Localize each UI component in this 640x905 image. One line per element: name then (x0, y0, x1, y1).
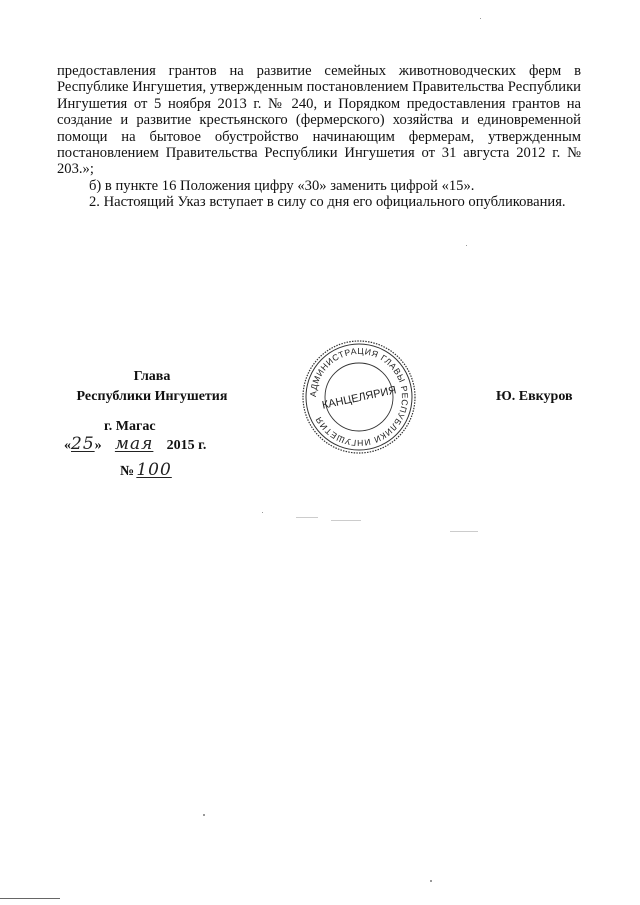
paragraph-continuation: предоставления грантов на развитие семейных животноводческих ферм в Республике Ингушетия, утвержденным постановлением Правительства Республики Ингушетия от 5 ноября 2013 г. № 240, и Порядком предоставления грантов на создание и развитие крестьянского (фермерского) хозяйства и единовременной помощи на бытовое обустройство начинающим фермерам, утвержденным постановлением Правительства Республики Ингушетия от 31 августа 2012 г. № 203.»; (57, 63, 581, 178)
signatory-title (40, 367, 264, 407)
date-day-handwritten: 25 (71, 434, 95, 454)
number-handwritten: 100 (136, 460, 172, 480)
stamp-center-text: КАНЦЕЛЯРИЯ (321, 384, 398, 412)
decree-number (120, 460, 174, 482)
signatory-name: Ю. Евкуров (496, 389, 573, 404)
official-stamp (300, 338, 418, 456)
signatory-title-line-1: Глава (133, 369, 171, 384)
number-label: № (120, 464, 135, 479)
place-of-signing: г. Магас (104, 419, 156, 434)
signatory-title-line-2: Республики Ингушетия (76, 389, 228, 404)
date-year: 2015 г. (166, 438, 207, 453)
bottom-edge-line (0, 898, 60, 899)
signing-date (64, 434, 206, 456)
paragraph-amendment-b: б) в пункте 16 Положения цифру «30» заменить цифрой «15». (89, 177, 475, 194)
document-body (57, 63, 581, 211)
paragraph-entry-into-force: 2. Настоящий Указ вступает в силу со дня его официального опубликования. (89, 194, 566, 211)
date-quote-close: » (94, 438, 102, 453)
stamp-ring-text: АДМИНИСТРАЦИЯ ГЛАВЫ РЕСПУБЛИКИ ИНГУШЕТИЯ (307, 345, 411, 449)
date-quote-open: « (64, 438, 71, 453)
date-month-handwritten: мая (114, 434, 154, 454)
